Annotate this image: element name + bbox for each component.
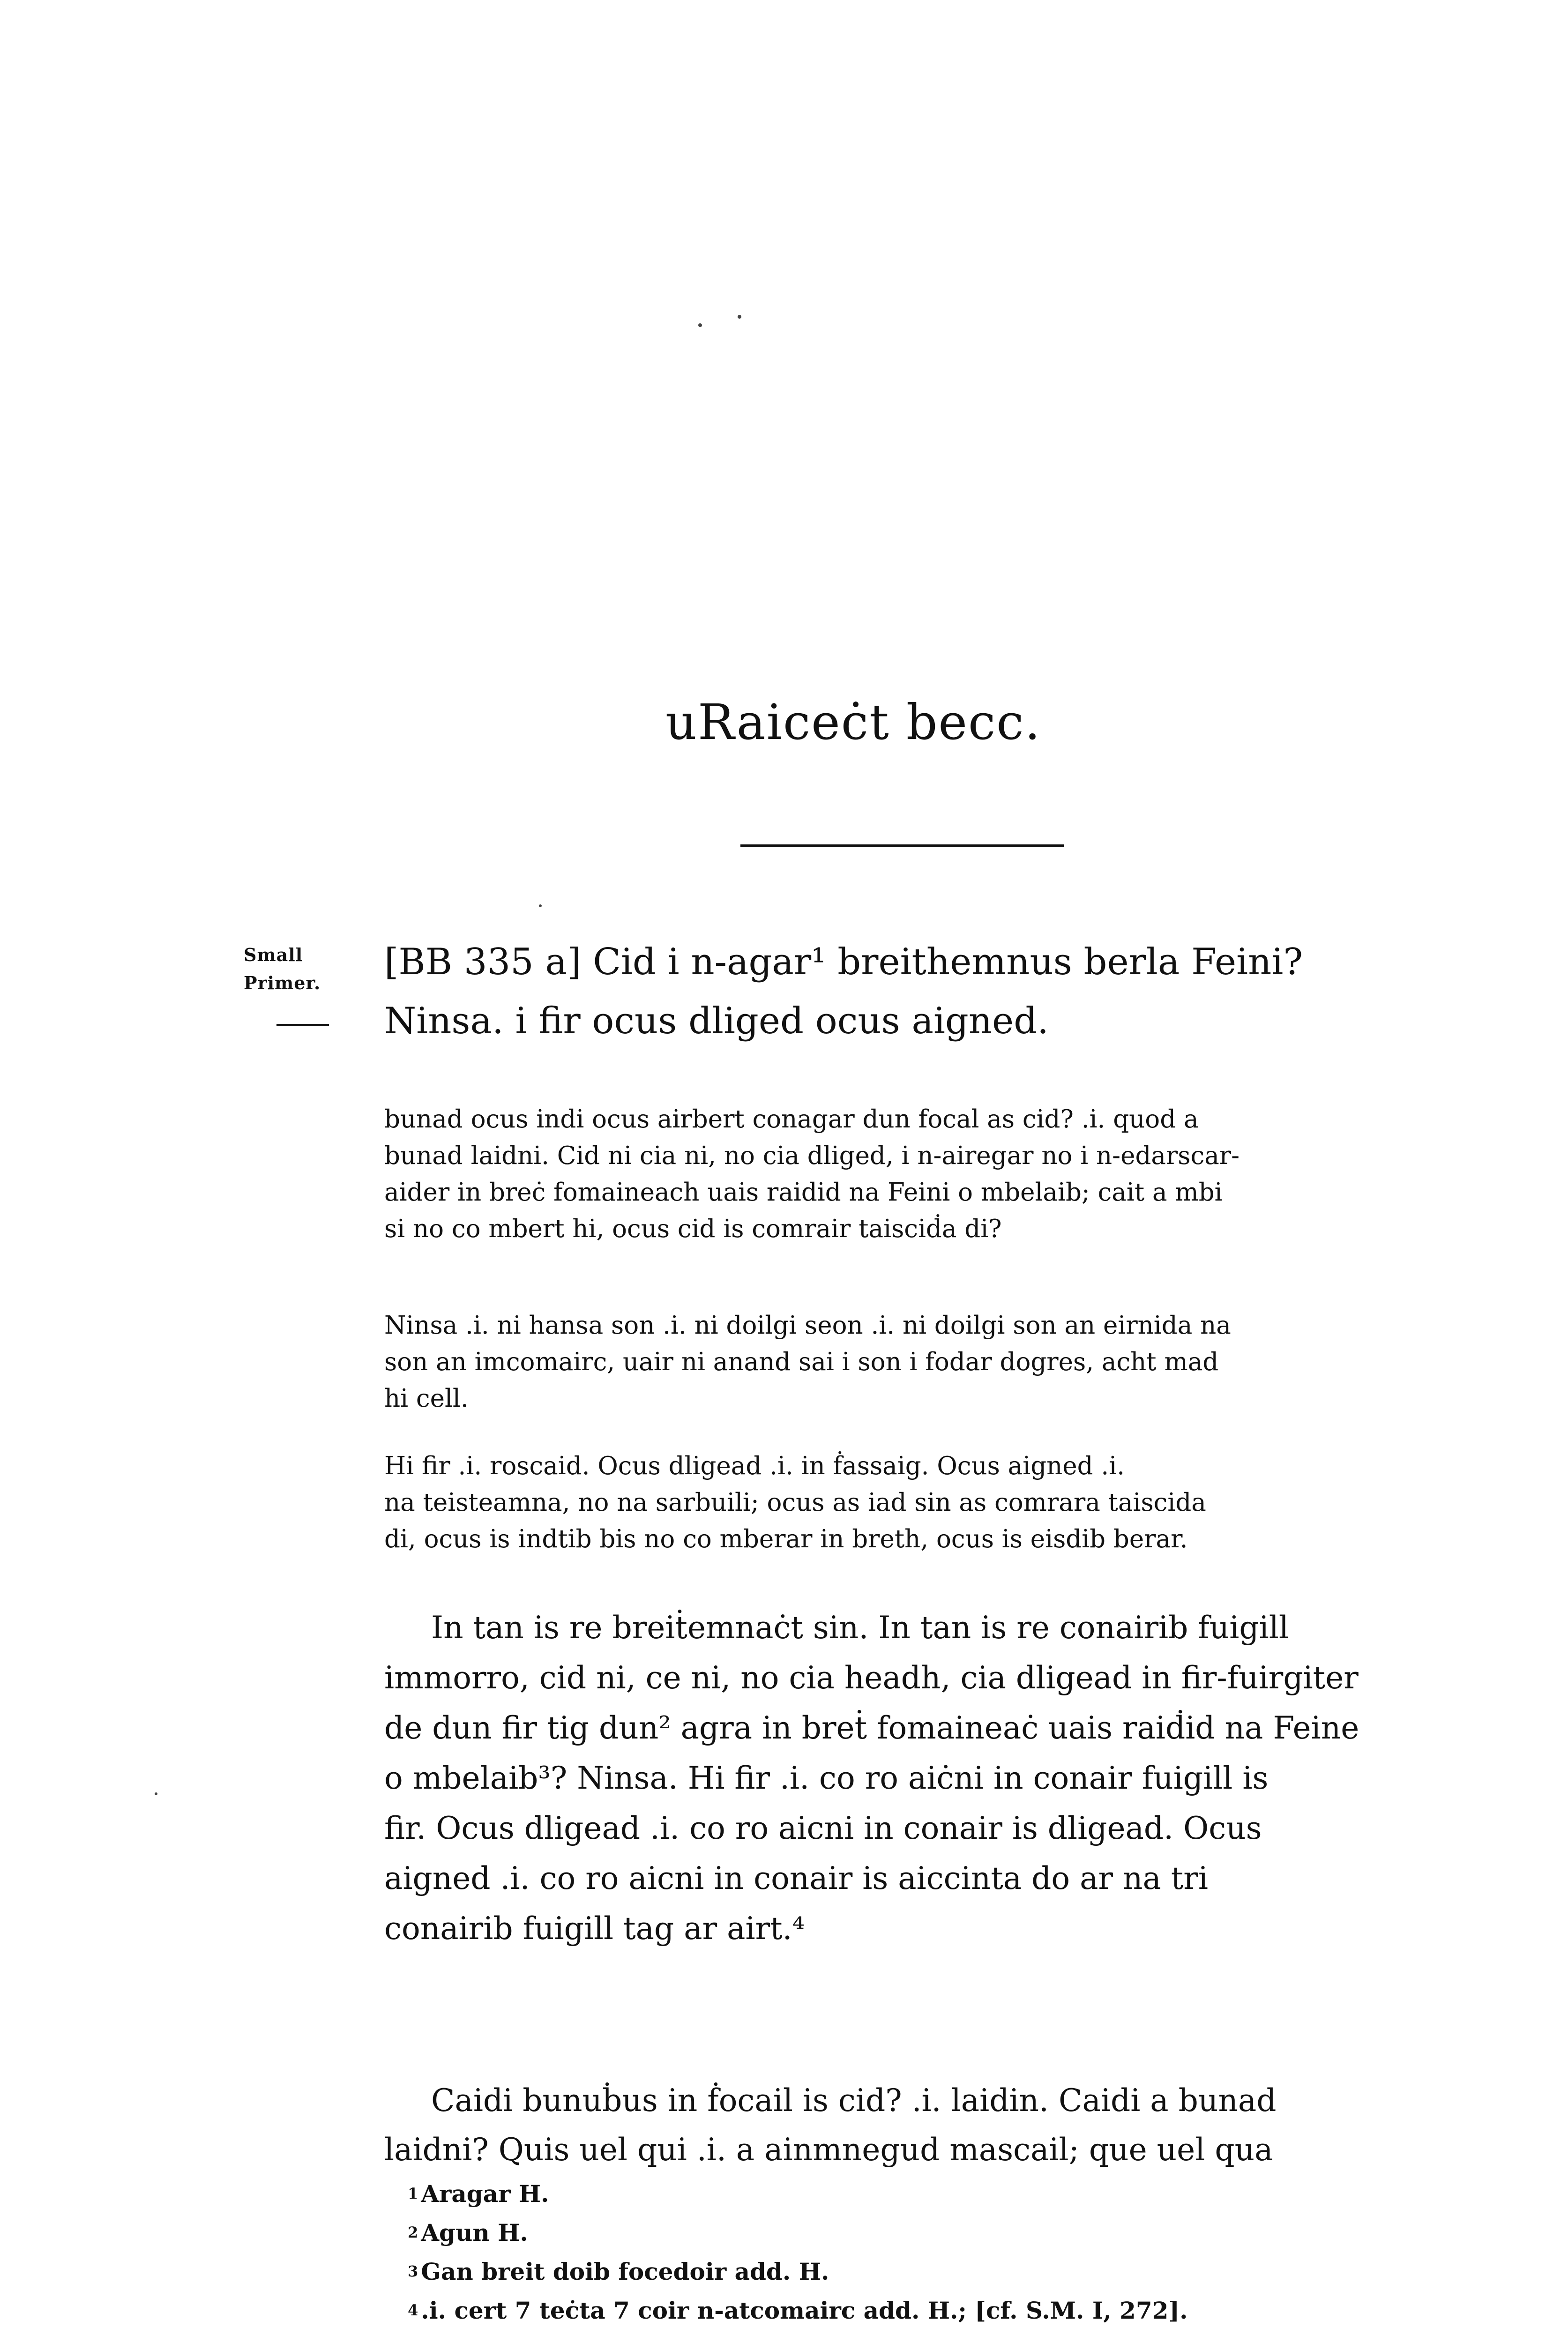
page-speck <box>738 315 741 319</box>
footnote <box>408 2174 1439 2213</box>
heading-line: [BB 335 a] Cid i n-agar¹ breithemnus berla Feini? <box>384 941 1303 983</box>
footnote-text: .i. cert 7 teċta 7 coir n-atcomairc add. H.; [cf. S.M. I, 272]. <box>421 2297 1188 2324</box>
gloss-line: bunad laidni. Cid ni cia ni, no cia dliged, i n-airegar no i n-edarscar- <box>384 1142 1240 1170</box>
main-paragraph <box>384 1603 1462 1954</box>
footnotes <box>408 2174 1439 2330</box>
main-line: conairib fuigill tag ar airt.⁴ <box>384 1910 805 1947</box>
gloss-line: di, ocus is indtib bis no co mberar in breth, ocus is eisdib berar. <box>384 1525 1188 1553</box>
main-line: de dun fir tig dun² agra in breṫ fomaineaċ uais raiḋid na Feine <box>384 1710 1359 1746</box>
gloss-paragraph-1 <box>384 1101 1443 1247</box>
footnote-text: Gan breit doib focedoir add. H. <box>421 2258 829 2285</box>
gloss-line: bunad ocus indi ocus airbert conagar dun focal as cid? .i. quod a <box>384 1105 1199 1134</box>
main-line: In tan is re breiṫemnaċt sin. In tan is re conairib fuigill <box>431 1610 1289 1646</box>
footnote-text: Aragar H. <box>421 2180 549 2208</box>
bottom-line: Caidi bunuḃus in ḟocail is cid? .i. laidin. Caidi a bunad <box>431 2082 1277 2119</box>
bottom-paragraph <box>384 2076 1425 2174</box>
margin-dash <box>276 1024 329 1026</box>
heading-line: Ninsa. i fir ocus dliged ocus aigned. <box>384 1000 1049 1042</box>
footnote <box>408 2252 1439 2291</box>
footnote <box>408 2213 1439 2252</box>
footnote-number: 4 <box>408 2301 418 2319</box>
gloss-line: si no co mbert hi, ocus cid is comrair taisciḋa di? <box>384 1215 1002 1243</box>
footnote-text: Agun H. <box>421 2219 528 2246</box>
main-line: immorro, cid ni, ce ni, no cia headh, cia dligead in fir-fuirgiter <box>384 1660 1359 1696</box>
page-title: uRaiceċt becc. <box>665 694 1041 751</box>
page-speck <box>698 323 702 327</box>
gloss-line: Hi fir .i. roscaid. Ocus dligead .i. in ḟassaig. Ocus aigned .i. <box>384 1452 1125 1480</box>
main-line: o mbelaib³? Ninsa. Hi fir .i. co ro aiċni in conair fuigill is <box>384 1760 1269 1796</box>
main-line: fir. Ocus dligead .i. co ro aicni in conair is dligead. Ocus <box>384 1810 1262 1846</box>
footnote <box>408 2291 1439 2330</box>
footnote-number: 1 <box>408 2185 418 2202</box>
gloss-line: Ninsa .i. ni hansa son .i. ni doilgi seon .i. ni doilgi son an eirnida na <box>384 1311 1231 1340</box>
page-speck <box>539 904 542 907</box>
footnote-number: 3 <box>408 2262 418 2280</box>
gloss-line: na teisteamna, no na sarbuili; ocus as iad sin as comrara taiscida <box>384 1488 1206 1517</box>
footnote-number: 2 <box>408 2224 418 2241</box>
gloss-line: hi cell. <box>384 1384 469 1413</box>
gloss-paragraph-2 <box>384 1307 1443 1417</box>
page-speck <box>155 1792 157 1795</box>
gloss-line: son an imcomairc, uair ni anand sai i son i fodar dogres, acht mad <box>384 1348 1219 1376</box>
bottom-line: laidni? Quis uel qui .i. a ainmnegud mascail; que uel qua <box>384 2132 1273 2168</box>
heading-block <box>384 933 1462 1051</box>
main-line: aigned .i. co ro aicni in conair is aiccinta do ar na tri <box>384 1860 1208 1896</box>
margin-label-primer: Primer. <box>244 972 321 993</box>
gloss-line: aider in breċ fomaineach uais raidid na Feini o mbelaib; cait a mbi <box>384 1178 1223 1207</box>
title-rule <box>740 844 1064 847</box>
margin-label-small: Small <box>244 944 303 965</box>
gloss-paragraph-3 <box>384 1448 1443 1558</box>
